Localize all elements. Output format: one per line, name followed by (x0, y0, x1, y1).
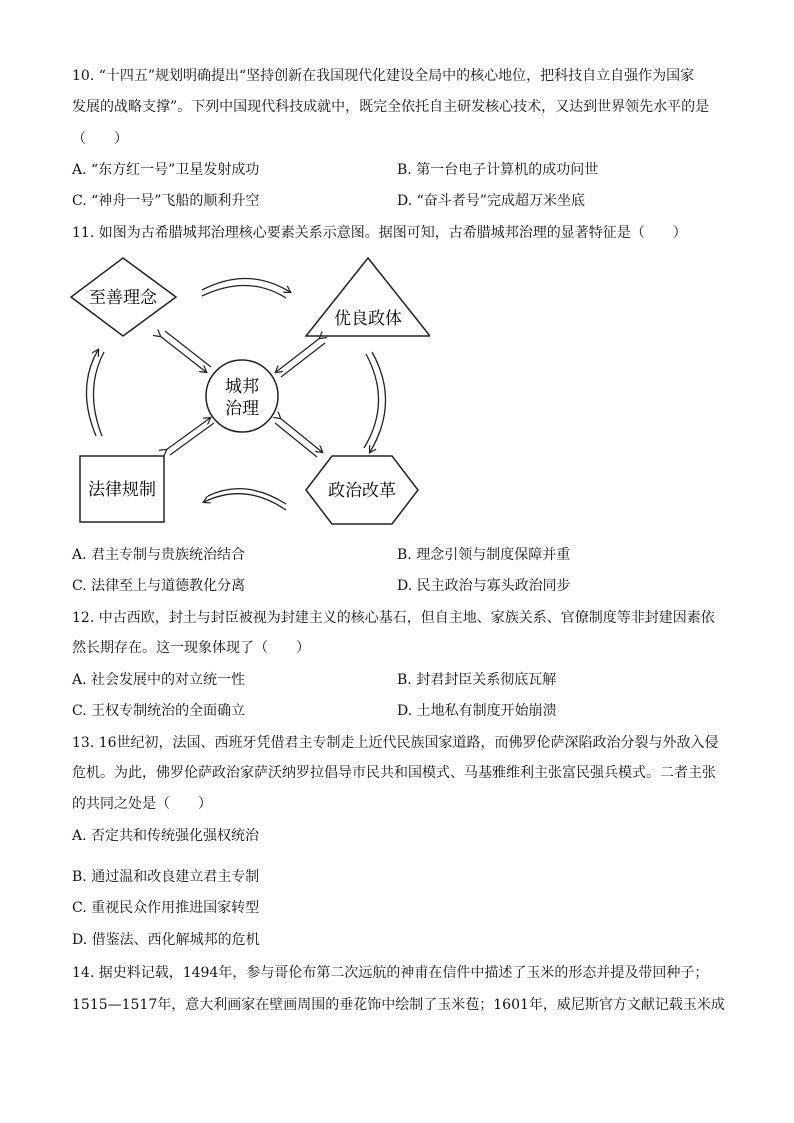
q12-option-a: A. 社会发展中的对立统一性 (72, 672, 246, 688)
q10-option-b: B. 第一台电子计算机的成功问世 (397, 162, 599, 178)
label-center-line-2: 治理 (225, 399, 259, 419)
q13-option-d: D. 借鉴法、西化解城邦的危机 (72, 932, 260, 948)
q14-stem-line-1: 14. 据史料记载，1494年，参与哥伦布第二次远航的神甫在信件中描述了玉米的形态并提及带回种子； (72, 965, 709, 981)
q10-option-d: D. “奋斗者号”完成超万米坐底 (397, 193, 585, 209)
city-state-governance-diagram (70, 252, 430, 532)
label-good-polity: 优良政体 (334, 309, 402, 329)
q12-stem-line-1: 12. 中古西欧，封土与封臣被视为封建主义的核心基石，但自主地、家族关系、官僚制度等非封建因素依 (72, 610, 715, 626)
q10-stem-line-1: 10. “十四五”规划明确提出“坚持创新在我国现代化建设全局中的核心地位，把科技自立自强作为国家 (72, 68, 695, 84)
q12-option-d: D. 土地私有制度开始崩溃 (397, 703, 557, 719)
q14-stem-line-2: 1515—1517年，意大利画家在壁画周围的垂花饰中绘制了玉米苞；1601年，威尼斯官方文献记载玉米成 (72, 997, 725, 1013)
q13-stem-line-2: 危机。为此，佛罗伦萨政治家萨沃纳罗拉倡导市民共和国模式、马基雅维利主张富民强兵模式。二者主张 (72, 765, 716, 781)
q13-option-b: B. 通过温和改良建立君主专制 (72, 869, 260, 885)
q10-stem-line-2: 发展的战略支撑”。下列中国现代科技成就中，既完全依托自主研发核心技术，又达到世界领先水平的是 (72, 99, 710, 115)
label-legal-regulation: 法律规制 (88, 480, 156, 500)
q13-option-c: C. 重视民众作用推进国家转型 (72, 900, 260, 916)
q11-option-d: D. 民主政治与寡头政治同步 (397, 578, 571, 594)
q10-stem-line-3: （ ） (72, 131, 128, 147)
q11-option-c: C. 法律至上与道德教化分离 (72, 578, 246, 594)
q11-option-a: A. 君主专制与贵族统治结合 (72, 547, 246, 563)
q12-stem-line-2: 然长期存在。这一现象体现了（ ） (72, 640, 310, 656)
label-supreme-good: 至善理念 (89, 288, 157, 308)
label-center-line-1: 城邦 (225, 377, 259, 397)
q13-stem-line-3: 的共同之处是（ ） (72, 796, 212, 812)
q12-option-c: C. 王权专制统治的全面确立 (72, 703, 246, 719)
q12-option-b: B. 封君封臣关系彻底瓦解 (397, 672, 557, 688)
q10-option-c: C. “神舟一号”飞船的顺利升空 (72, 193, 260, 209)
label-political-reform: 政治改革 (328, 481, 396, 501)
q13-option-a: A. 否定共和传统强化强权统治 (72, 828, 260, 844)
q11-stem-line-1: 11. 如图为古希腊城邦治理核心要素关系示意图。据图可知，古希腊城邦治理的显著特征是（ ） (72, 225, 687, 241)
q10-option-a: A. “东方红一号”卫星发射成功 (72, 162, 260, 178)
q11-option-b: B. 理念引领与制度保障并重 (397, 547, 571, 563)
q13-stem-line-1: 13. 16世纪初，法国、西班牙凭借君主专制走上近代民族国家道路，而佛罗伦萨深陷政治分裂与外敌入侵 (72, 735, 719, 751)
